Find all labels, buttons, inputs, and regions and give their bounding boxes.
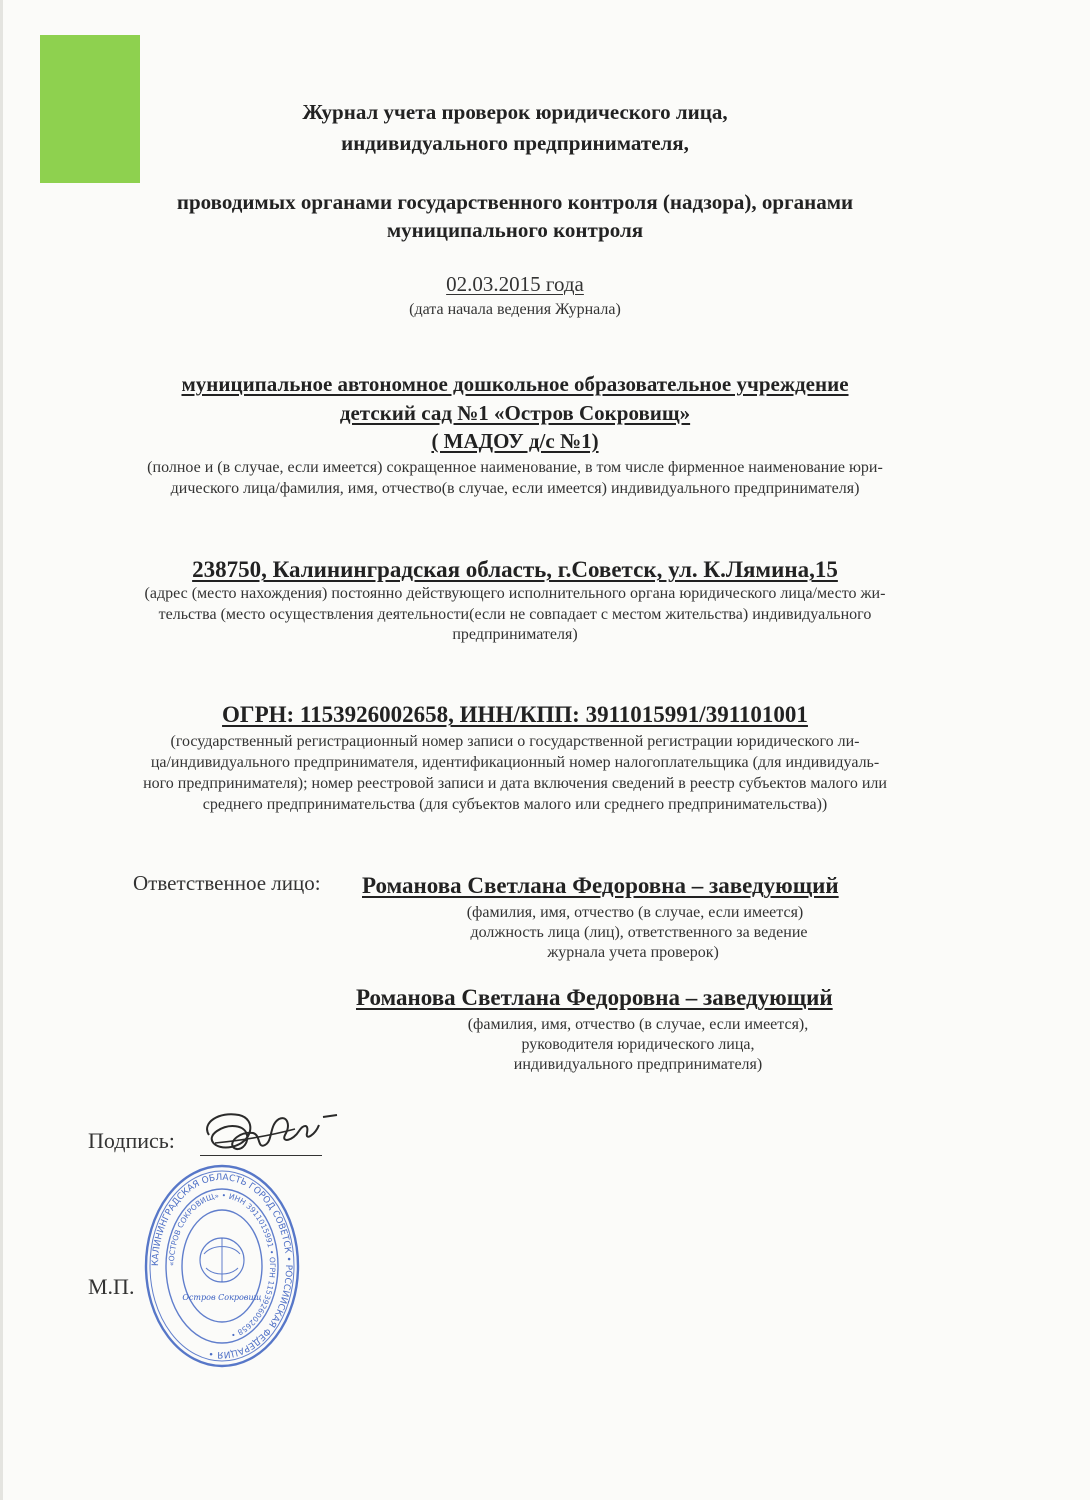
handwritten-signature <box>195 1095 345 1165</box>
org-name-line-1: муниципальное автономное дошкольное образовательное учреждение <box>181 372 849 396</box>
head-caption-line-3: индивидуального предпринимателя) <box>513 1056 763 1073</box>
responsible-label: Ответственное лицо: <box>133 871 321 895</box>
title-line-4: муниципального контроля <box>386 218 644 242</box>
registration-caption-line-1: (государственный регистрационный номер записи о государственной регистрации юридического ли- <box>170 733 860 750</box>
stamp-inner-text: «ОСТРОВ СОКРОВИЩ» • ИНН 3911015991 • ОГРН 1153926002658 • <box>166 1190 278 1340</box>
responsible-caption-line-1: (фамилия, имя, отчество (в случае, если имеется) <box>466 904 804 921</box>
address-caption-line-3: предпринимателя) <box>452 626 578 643</box>
org-caption-line-2: дического лица/фамилия, имя, отчество(в случае, если имеется) индивидуального предпринимателя) <box>170 480 860 497</box>
start-date: 02.03.2015 года <box>446 272 584 296</box>
org-short-name: ( МАДОУ д/с №1) <box>431 429 599 453</box>
head-caption-line-1: (фамилия, имя, отчество (в случае, если имеется), <box>467 1016 809 1033</box>
stamp-label: М.П. <box>88 1274 135 1299</box>
registration-value: ОГРН: 1153926002658, ИНН/КПП: 3911015991/391101001 <box>222 702 808 727</box>
official-stamp-seal <box>142 1158 302 1374</box>
head-caption-line-2: руководителя юридического лица, <box>521 1036 755 1053</box>
signature-label: Подпись: <box>88 1128 175 1153</box>
address-caption-line-2: тельства (место осуществления деятельности(если не совпадает с местом жительства) индивидуального <box>158 606 872 623</box>
org-caption-line-1: (полное и (в случае, если имеется) сокращенное наименование, в том числе фирменное наименование юри- <box>147 459 883 476</box>
stamp-outer-text: КАЛИНИНГРАДСКАЯ ОБЛАСТЬ ГОРОД СОВЕТСК • РОССИЙСКАЯ ФЕДЕРАЦИЯ • <box>150 1172 294 1360</box>
stamp-center-text: Остров Сокровищ <box>182 1293 262 1302</box>
registration-caption-line-3: ного предпринимателя); номер реестровой записи и дата включения сведений в реестр субъектов малого или <box>143 775 887 792</box>
registration-caption-line-2: ца/индивидуального предпринимателя, идентификационный номер налогоплательщика (для индивидуаль- <box>150 754 880 771</box>
org-name-line-2: детский сад №1 «Остров Сокровищ» <box>339 401 691 425</box>
start-date-caption: (дата начала ведения Журнала) <box>409 301 621 318</box>
registration-caption-line-4: среднего предпринимательства (для субъектов малого или среднего предпринимательства)) <box>202 796 828 813</box>
title-line-1: Журнал учета проверок юридического лица, <box>302 100 728 124</box>
title-line-3: проводимых органами государственного контроля (надзора), органами <box>176 190 854 214</box>
address-value: 238750, Калининградская область, г.Советск, ул. К.Лямина,15 <box>192 557 838 582</box>
responsible-value: Романова Светлана Федоровна – заведующий <box>362 873 839 898</box>
head-value: Романова Светлана Федоровна – заведующий <box>356 985 833 1010</box>
responsible-caption-line-3: журнала учета проверок) <box>547 944 719 961</box>
address-caption-line-1: (адрес (место нахождения) постоянно действующего исполнительного органа юридического лица/место жи- <box>144 585 886 602</box>
responsible-caption-line-2: должность лица (лиц), ответственного за ведение <box>470 924 808 941</box>
title-line-2: индивидуального предпринимателя, <box>341 131 689 155</box>
